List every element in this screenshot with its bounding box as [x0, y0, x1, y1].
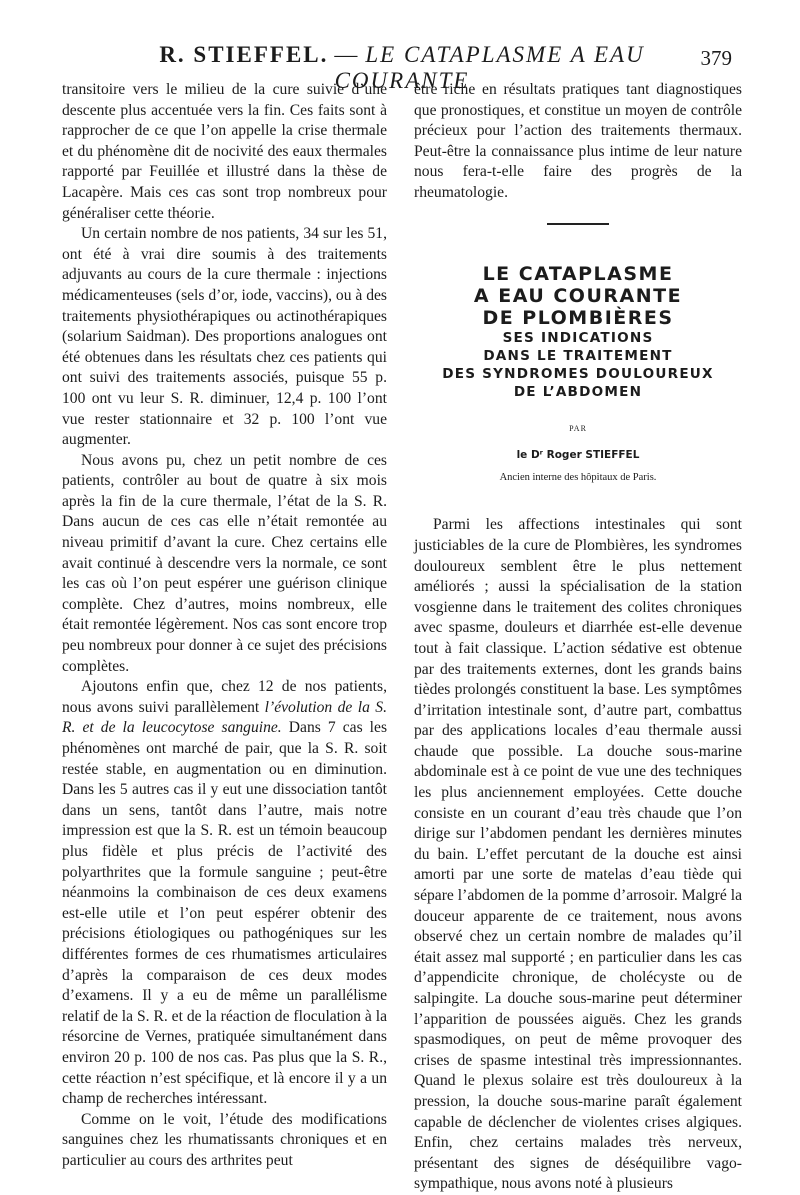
- article-title-line: DE PLOMBIÈRES: [482, 306, 674, 329]
- article-subtitle-line: DE L’ABDOMEN: [513, 383, 643, 400]
- running-head: [62, 42, 742, 93]
- paragraph: transitoire vers le milieu de la cure suivie d’une descente plus accentuée vers la fin. Ces faits sont à rapprocher de ce que l’on appelle la crise thermale et du phénomène dit de nocivité des eaux thermales rapporté par Feuillée et illustré dans la thèse de Lacapère. Mais ces cas sont trop nombreux pour généraliser cette théorie.: [62, 81, 387, 222]
- running-author: R. STIEFFEL.: [159, 42, 329, 67]
- article-by: PAR: [569, 423, 587, 433]
- left-column: [62, 80, 387, 1171]
- article-subtitle-line: SES INDICATIONS: [502, 329, 654, 346]
- paragraph: Comme on le voit, l’étude des modifications sanguines chez les rhumatissants chroniques et en particulier au cours des arthrites peut: [62, 1110, 387, 1169]
- paragraph: Un certain nombre de nos patients, 34 sur les 51, ont été à vrai dire soumis à des traitements adjuvants au cours de la cure thermale : injections médicamenteuses (sels d’or, iode, vaccins), ou à des traitements physiothérapiques ou actinothérapiques (solarium Saidman). Des proportions analogues ont été obtenues dans les résultats chez ces patients qui ont suivi des traitements associés, puisque 55 p. 100 ont vu leur S. R. diminuer, 12,4 p. 100 l’ont vue rester stationnaire et 32 p. 100 l’ont vue augmenter.: [62, 225, 388, 449]
- paragraph: Nous avons pu, chez un petit nombre de ces patients, contrôler au bout de quatre à six mois après la fin de la cure thermale, l’état de la S. R. Dans aucun de ces cas elle n’était remontée au niveau primitif d’avant la cure. Chez certains elle avait continué à descendre vers la normale, ce sont les cas où l’on peut espérer une guérison clinique complète. Chez d’autres, moins nombreux, elle était remontée légèrement. Nos cas sont encore trop peu nombreux pour donner à ce sujet des précisions complètes.: [62, 451, 387, 675]
- article-title-line: LE CATAPLASME: [482, 262, 674, 285]
- paragraph: [62, 677, 387, 1109]
- text-run: Ajoutons enfin que, chez 12 de nos patients, nous avons suivi parallèlement: [62, 678, 387, 716]
- article-affiliation: Ancien interne des hôpitaux de Paris.: [499, 471, 657, 483]
- paragraph: être riche en résultats pratiques tant diagnostiques que pronostiques, et constitue un moyen de contrôle précieux pour l’action des traitements thermaux. Peut-être la connaissance plus intime de leur nature nous fera-t-elle faire des progrès de la rheumatologie.: [414, 81, 742, 201]
- article-heading: [414, 263, 742, 489]
- section-divider: [547, 223, 609, 225]
- right-column: [414, 80, 742, 1195]
- running-topic: LE CATAPLASME A EAU COURANTE: [334, 42, 645, 93]
- italic-phrase: l’évolution de la S. R. et de la leucocytose sanguine.: [62, 698, 387, 737]
- paragraph: Parmi les affections intestinales qui sont justiciables de la cure de Plombières, les syndromes douloureux semblent être le plus nettement améliorés ; aussi la spécialisation de la station vosgienne dans le traitement des colites chroniques avec spasme, douleurs et diarrhée est-elle devenue tout à fait classique. L’action sédative est obtenue par des traitements externes, dont les grands bains tièdes prolongés constituent la base. Les symptômes d’irritation intestinale sont, d’autre part, combattus par des applications locales d’eau thermale aussi chaude que possible. La douche sous-marine abdominale est à ce point de vue une des techniques les plus anciennement employées. Cette douche consiste en un courant d’eau très chaude que l’on dirige sur l’abdomen pendant les dernières minutes du bain. L’effet percutant de la douche est ainsi amorti par une sorte de matelas d’eau tiède qui sépare l’abdomen de la pomme d’arrosoir. Malgré la douceur apparente de ce traitement, nous avons observé chez un certain nombre de malades qu’il était assez mal supporté ; en particulier dans les cas d’appendicite chronique, de cholécyste ou de salpingite. La douche sous-marine peut déterminer l’apparition de poussées aiguës. Chez les grands spasmodiques, on peut de même provoquer des crises de spasme intestinal très impressionnantes. Quand le plexus solaire est très douloureux à la pression, la douche sous-marine paraît également capable de déclencher de violentes crises algiques. Enfin, chez certains malades très nerveux, présentant des signes de déséquilibre vago-sympathique, nous avons noté à plusieurs: [414, 516, 742, 1193]
- article-author: le Dʳ Roger STIEFFEL: [516, 449, 640, 462]
- page-number: 379: [700, 46, 732, 70]
- article-subtitle-line: DANS LE TRAITEMENT: [483, 347, 673, 364]
- article-title-line: A EAU COURANTE: [473, 284, 683, 307]
- article-subtitle-line: DES SYNDROMES DOULOUREUX: [442, 365, 714, 382]
- text-run: Dans 7 cas les phénomènes ont marché de pair, que la S. R. soit restée stable, en augmentation ou en diminution. Dans les 5 autres cas il y eut une dissociation tantôt dans un sens, tantôt dans l’autre, mais notre impression est que la S. R. est un témoin beaucoup plus fidèle et plus précis de l’activité des polyarthrites que la formule sanguine ; peut-être néanmoins la combinaison de ces deux examens est-elle utile et l’on peut espérer obtenir des précisions étiologiques ou pathogéniques sur les différentes formes de ces rhumatismes articulaires d’après la comparaison de ces deux modes d’examens. Il y a eu de même un parallélisme relatif de la S. R. et de la réaction de floculation à la résorcine de Vernes, pratiquée simultanément dans environ 20 p. 100 de nos cas. Pas plus que la S. R., cette réaction n’est spécifique, et là encore il y a un champ de recherches intéressant.: [62, 719, 388, 1108]
- running-separator: —: [334, 42, 360, 67]
